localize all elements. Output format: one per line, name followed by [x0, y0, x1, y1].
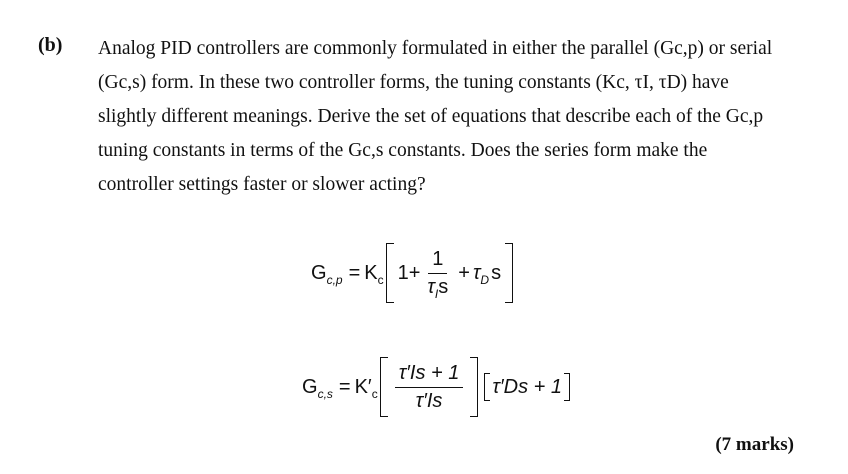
- parallel-tau-d: τ: [472, 261, 481, 284]
- series-second-left-bracket: [484, 373, 490, 401]
- parallel-tau-d-sub: D: [480, 273, 490, 287]
- parallel-fraction: [423, 248, 452, 299]
- question-line-5: controller settings faster or slower acting?: [98, 174, 426, 195]
- series-left-bracket: [380, 357, 388, 417]
- question-line-2: (Gc,s) form. In these two controller forms, the tuning constants (Kc, τI, τD) have: [98, 72, 729, 93]
- parallel-gain: K: [364, 261, 378, 284]
- series-fraction: [395, 362, 464, 413]
- parallel-right-bracket: [505, 243, 513, 303]
- question-text: [98, 32, 798, 202]
- parallel-one: 1+: [397, 261, 421, 284]
- series-lhs: G: [302, 375, 318, 398]
- series-equation: [302, 357, 570, 417]
- parallel-equation: [311, 243, 513, 303]
- question-line-4: tuning constants in terms of the Gc,s constants. Does the series form make the: [98, 140, 708, 161]
- series-equals: =: [338, 375, 351, 398]
- series-second-term: τ′Ds + 1: [492, 375, 562, 398]
- series-gain-sub: c: [371, 387, 378, 401]
- parallel-gain-sub: c: [377, 273, 384, 287]
- series-lhs-sub: c,s: [317, 387, 333, 401]
- series-frac-den: τ′Is: [415, 389, 443, 412]
- parallel-lhs: G: [311, 261, 327, 284]
- marks-label: (7 marks): [715, 434, 794, 455]
- series-second-right-bracket: [564, 373, 570, 401]
- parallel-plus: +: [458, 261, 470, 284]
- question-line-3: slightly different meanings. Derive the set of equations that describe each of the Gc,p: [98, 106, 764, 127]
- parallel-lhs-sub: c,p: [326, 273, 343, 287]
- parallel-equals: =: [348, 261, 361, 284]
- parallel-left-bracket: [386, 243, 394, 303]
- question-label: (b): [38, 34, 63, 56]
- series-right-bracket: [470, 357, 478, 417]
- series-frac-num: τ′Is + 1: [395, 362, 464, 388]
- question-line-1: Analog PID controllers are commonly formulated in either the parallel (Gc,p) or serial: [98, 38, 773, 59]
- parallel-frac-num: 1: [428, 248, 447, 274]
- parallel-s: s: [491, 261, 502, 284]
- parallel-frac-den: $\tau_Is$: [427, 275, 449, 301]
- series-gain: K′: [354, 375, 372, 398]
